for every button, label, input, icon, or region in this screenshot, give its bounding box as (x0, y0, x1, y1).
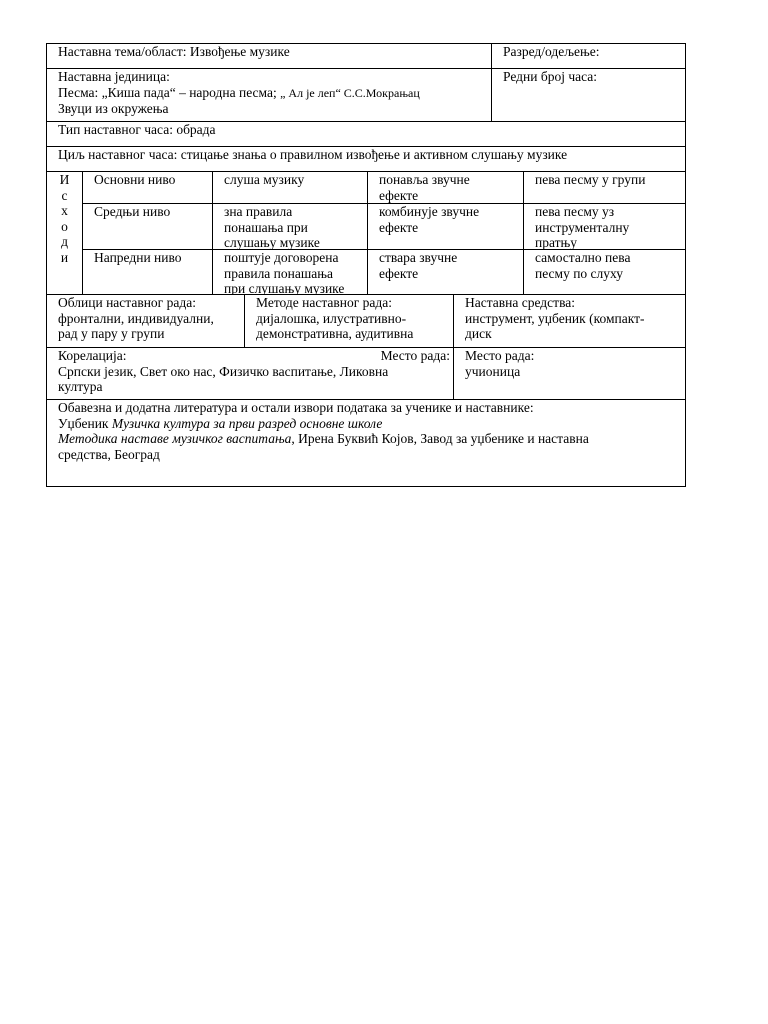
outcome-col1 (212, 204, 367, 249)
outcome-text: ефекте (379, 219, 419, 235)
correlation-header (58, 348, 453, 364)
outcomes-letter: х (61, 203, 68, 218)
methods-text: демонстративна, аудитивна (256, 326, 414, 341)
forms-cell (47, 295, 244, 347)
outcomes-grid (82, 172, 685, 294)
correlation-text: култура (58, 379, 103, 394)
outcome-text: песму по слуху (535, 265, 624, 281)
outcomes-letter: И (59, 172, 70, 187)
topic-cell (47, 44, 491, 68)
methods-label: Методе наставног рада: (256, 295, 393, 310)
outcome-level (83, 250, 212, 295)
unit-sounds: Звуци из окружења (58, 101, 169, 116)
outcome-text: ствара звучне (379, 250, 458, 265)
literature-book2 (58, 431, 685, 447)
correlation-text: Српски језик, Свет око нас, Физичко васпитање, Ликовна (58, 363, 389, 379)
place-label: Место рада: (465, 348, 535, 363)
outcomes-letter: о (61, 218, 68, 234)
forms-text: рад у пару у групи (58, 326, 165, 341)
outcomes-row (47, 171, 685, 294)
outcome-row-advanced (83, 249, 685, 295)
lesson-type-row (47, 121, 685, 146)
outcome-level (83, 204, 212, 249)
outcome-text: понашања при (224, 219, 308, 235)
outcome-col3 (523, 204, 685, 249)
book2-rest: , Ирена Буквић Којов, Завод за уџбенике и наставна (291, 431, 589, 446)
outcome-text: самостално пева (535, 250, 631, 265)
forms-text: фронтални, индивидуални, (58, 310, 214, 326)
unit-row (47, 68, 685, 121)
tools-text: диск (465, 326, 492, 341)
lesson-number-label: Редни број часа: (503, 69, 598, 84)
outcome-text: слушању музике (224, 235, 320, 249)
book1-prefix: Уџбеник (58, 415, 109, 431)
lesson-goal-row (47, 146, 685, 171)
outcome-row-intermediate (83, 203, 685, 249)
outcome-level (83, 172, 212, 203)
correlation-label: Корелација: (58, 348, 127, 363)
outcome-col2 (367, 172, 523, 203)
unit-song-prefix: Песма: „Киша пада“ – народна песма; (58, 84, 277, 100)
outcome-level-text: Основни ниво (94, 172, 176, 187)
lesson-goal-cell (47, 147, 685, 171)
outcome-text: ефекте (379, 187, 419, 203)
literature-book2-cont: средства, Београд (58, 446, 160, 462)
topic-text: Наставна тема/област: Извођење музике (58, 44, 290, 59)
outcome-text: при слушању музике (224, 281, 345, 295)
outcome-col3 (523, 172, 685, 203)
unit-song (58, 85, 491, 102)
literature-book1 (58, 416, 685, 432)
outcome-col2 (367, 250, 523, 295)
topic-row (47, 44, 685, 68)
forms-row (47, 294, 685, 347)
tools-text: инструмент, уџбеник (компакт- (465, 310, 645, 326)
outcome-col2 (367, 204, 523, 249)
outcome-text: слуша музику (224, 172, 305, 187)
lesson-number-cell (491, 69, 685, 121)
outcome-level-text: Напредни ниво (94, 250, 182, 265)
outcome-text: зна правила (224, 204, 293, 219)
grade-cell (491, 44, 685, 68)
outcome-text: пева песму у групи (535, 172, 646, 187)
tools-cell (453, 295, 685, 347)
methods-cell (244, 295, 453, 347)
lesson-plan-table (46, 43, 686, 487)
place-value: учионица (465, 363, 521, 379)
outcome-row-basic (83, 172, 685, 203)
outcome-text: поштује договорена (224, 250, 339, 265)
tools-label: Наставна средства: (465, 295, 576, 310)
outcome-col1 (212, 250, 367, 295)
outcome-text: правила понашања (224, 265, 334, 281)
lesson-type-text: Тип наставног часа: обрада (58, 122, 216, 137)
outcome-col3 (523, 250, 685, 295)
outcomes-letter: д (61, 234, 68, 249)
book1-title: Музичка култура за први разред основне школе (111, 415, 383, 431)
literature-label: Обавезна и додатна литература и остали извори података за ученике и наставнике: (58, 400, 534, 415)
lesson-goal-text: Циљ наставног часа: стицање знања о правилном извођење и активном слушању музике (58, 147, 568, 162)
unit-cell (47, 69, 491, 121)
outcome-text: ефекте (379, 265, 419, 281)
place-inline-label: Место рада: (380, 348, 450, 363)
outcomes-letter: с (61, 187, 68, 203)
literature-cell (47, 400, 685, 486)
correlation-row (47, 347, 685, 399)
forms-label: Облици наставног рада: (58, 295, 196, 310)
unit-label: Наставна јединица: (58, 69, 170, 84)
book2-title: Методика наставе музичког васпитања (58, 431, 292, 446)
outcome-text: пратњу (535, 235, 578, 249)
methods-text: дијалошка, илустративно- (256, 310, 407, 326)
literature-row (47, 399, 685, 486)
outcomes-vertical-label (47, 172, 82, 294)
place-cell (453, 348, 685, 399)
outcome-text: инструменталну (535, 219, 630, 235)
lesson-type-cell (47, 122, 685, 146)
outcomes-letter: и (60, 249, 69, 265)
outcome-text: комбинује звучне (379, 204, 480, 219)
correlation-cell (47, 348, 453, 399)
outcome-text: пева песму уз (535, 204, 615, 219)
grade-text: Разред/одељење: (503, 44, 600, 59)
outcome-level-text: Средњи ниво (94, 204, 171, 219)
outcome-col1 (212, 172, 367, 203)
outcome-text: понавља звучне (379, 172, 470, 187)
unit-song-suffix: „ Ал је леп“ С.С.Мокрањац (280, 85, 420, 100)
